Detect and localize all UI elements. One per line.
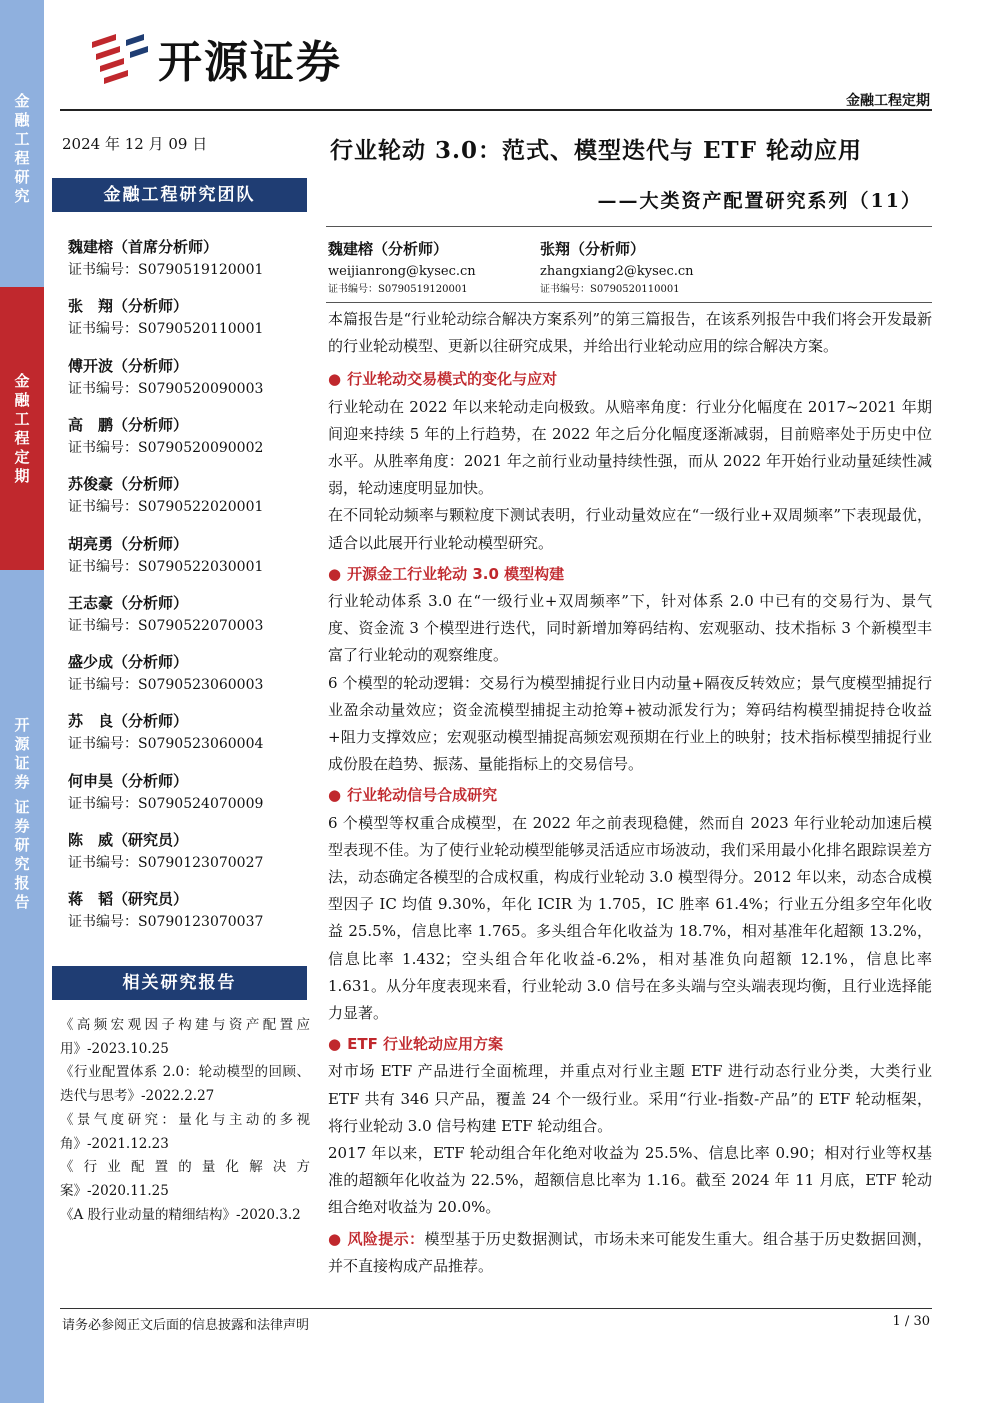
team-member [68, 888, 308, 932]
risk-text: 模型基于历史数据测试，市场未来可能发生重大。组合基于历史数据回测，并不直接构成产品推荐。 [328, 1229, 932, 1275]
member-cert: 证书编号：S0790520090002 [68, 439, 264, 456]
side-label-report: 证券研究报告 [14, 798, 30, 911]
member-name: 傅开波（分析师） [68, 356, 189, 375]
member-cert: 证书编号：S0790519120001 [68, 262, 264, 278]
footer-disclaimer: 请务必参阅正文后面的信息披露和法律声明 [62, 1318, 310, 1333]
member-name: 蒋 韬（研究员） [68, 890, 189, 909]
paragraph: 2017 年以来，ETF 轮动组合年化绝对收益为 25.5%、信息比率 0.90；相对行业等权基准的超额年化收益为 22.5%，超额信息比率为 1.16。截至 2024 年 11 月底，ETF 轮动组合绝对收益为 20.0%。 [328, 1144, 932, 1217]
brand-logo [86, 28, 342, 88]
team-member [68, 770, 308, 814]
bullet-icon: ● [328, 370, 342, 389]
team-member [68, 710, 308, 754]
team-member [68, 651, 308, 695]
header-rule [60, 109, 932, 111]
member-cert: 证书编号：S0790524070009 [68, 795, 264, 812]
member-cert: 证书编号：S0790523060003 [68, 677, 264, 694]
member-cert: 证书编号：S0790520110001 [68, 321, 264, 338]
team-member [68, 592, 308, 636]
paragraph: 行业轮动体系 3.0 在“一级行业+双周频率”下，针对体系 2.0 中已有的交易行为、景气度、资金流 3 个模型进行迭代，同时新增加筹码结构、宏观驱动、技术指标 3 个新模型丰富了行业轮动的观察维度。 [328, 592, 932, 665]
related-report-item[interactable]: 《景气度研究：量化与主动的多视角》-2021.12.23 [60, 1111, 310, 1152]
section-heading: ● 行业轮动信号合成研究 [328, 786, 498, 805]
report-category: 金融工程定期 [846, 93, 930, 109]
member-name: 王志豪（分析师） [68, 593, 189, 612]
team-member [68, 533, 308, 577]
risk-note [328, 1226, 932, 1280]
bullet-icon: ● [328, 1035, 342, 1054]
side-label-category: 金融工程定期 [14, 372, 30, 485]
report-date: 2024 年 12 月 09 日 [62, 135, 208, 153]
member-name: 陈 威（研究员） [68, 831, 189, 849]
related-report-item[interactable]: 《高频宏观因子构建与资产配置应用》-2023.10.25 [60, 1017, 310, 1057]
side-strip [0, 0, 44, 1403]
paragraph: 对市场 ETF 产品进行全面梳理，并重点对行业主题 ETF 进行动态行业分类，大类行业 ETF 共有 346 只产品，覆盖 24 个一级行业。采用“行业-指数-产品”的 ETF 轮动框架，将行业轮动 3.0 信号构建 ETF 轮动组合。 [328, 1062, 932, 1135]
member-name: 何申昊（分析师） [68, 771, 189, 790]
section-heading: ● ETF 行业轮动应用方案 [328, 1035, 504, 1054]
team-member [68, 473, 308, 517]
author-email[interactable]: weijianrong@kysec.cn [328, 264, 476, 279]
bullet-icon: ● [328, 564, 342, 583]
member-cert: 证书编号：S0790523060004 [68, 736, 264, 753]
team-heading: 金融工程研究团队 [52, 178, 307, 212]
member-name: 高 鹏（分析师） [68, 415, 189, 434]
member-name: 胡亮勇（分析师） [68, 534, 189, 553]
member-name: 盛少成（分析师） [68, 653, 189, 672]
paragraph: 行业轮动在 2022 年以来轮动走向极致。从赔率角度：行业分化幅度在 2017~2021 年期间迎来持续 5 年的上行趋势，在 2022 年之后分化幅度逐渐减弱，目前赔率处于历史中位水平。从胜率角度：2021 年之前行业动量持续性强，而从 2022 年开始行业动量延续性减弱，轮动速度明显加快。 [328, 397, 932, 498]
author-cert: 证书编号：S0790520110001 [540, 284, 680, 295]
paragraph: 6 个模型等权重合成模型，在 2022 年之前表现稳健，然而自 2023 年行业轮动加速后模型表现不佳。为了使行业轮动模型能够灵活适应市场波动，我们采用最小化排名跟踪误差方法，动态确定各模型的合成权重，构成行业轮动 3.0 模型得分。2012 年以来，动态合成模型因子 IC 均值 9.30%，年化 ICIR 为 1.705，IC 胜率 61.4%；行业五分组多空年化收益 25.5%，信息比率 1.765。多头组合年化收益为 18.7%，相对基准年化超额 13.2%，信息比率 1.432；空头组合年化收益-6.2%，相对基准负向超额 12.1%，信息比率 1.631。从分年度表现来看，行业轮动 3.0 信号在多头端与空头端表现均衡，且行业选择能力显著。 [328, 813, 932, 1023]
related-report-item[interactable]: 《A 股行业动量的精细结构》-2020.3.2 [60, 1206, 301, 1223]
author-rule [326, 302, 932, 303]
related-reports [60, 1014, 310, 1227]
team-member [68, 355, 308, 399]
author-block [540, 238, 760, 298]
member-cert: 证书编号：S0790522070003 [68, 617, 264, 634]
paragraph: 在不同轮动频率与颗粒度下测试表明，行业动量效应在“一级行业+双周频率”下表现最优，适合以此展开行业轮动模型研究。 [328, 506, 932, 552]
section-heading: ● 开源金工行业轮动 3.0 模型构建 [328, 564, 565, 583]
team-member [68, 236, 308, 280]
logo-icon [86, 30, 150, 86]
related-report-item[interactable]: 《行业配置体系 2.0：轮动模型的回顾、迭代与思考》-2022.2.27 [60, 1064, 310, 1105]
intro-paragraph: 本篇报告是“行业轮动综合解决方案系列”的第三篇报告，在该系列报告中我们将会开发最新的行业轮动模型、更新以往研究成果，并给出行业轮动应用的综合解决方案。 [328, 310, 932, 356]
member-cert: 证书编号：S0790522020001 [68, 499, 264, 516]
page-title: 行业轮动 3.0：范式、模型迭代与 ETF 轮动应用 [330, 137, 863, 164]
page-number: 1 / 30 [892, 1314, 930, 1329]
report-body [328, 306, 932, 1280]
member-cert: 证书编号：S0790123070027 [68, 855, 264, 871]
member-name: 张 翔（分析师） [68, 297, 189, 316]
author-cert: 证书编号：S0790519120001 [328, 284, 468, 295]
team-member [68, 829, 308, 873]
author-email[interactable]: zhangxiang2@kysec.cn [540, 264, 694, 279]
bullet-icon: ● [328, 1229, 342, 1248]
risk-label: 风险提示： [347, 1229, 425, 1248]
related-report-item[interactable]: 《行业配置的量化解决方案》-2020.11.25 [60, 1159, 310, 1199]
paragraph: 6 个模型的轮动逻辑：交易行为模型捕捉行业日内动量+隔夜反转效应；景气度模型捕捉行业盈余动量效应；资金流模型捕捉主动抢筹+被动派发行为；筹码结构模型捕捉持仓收益+阻力支撑效应；宏观驱动模型捕捉高频宏观预期在行业上的映射；技术指标模型捕捉行业成份股在趋势、振荡、量能指标上的交易信号。 [328, 673, 932, 774]
author-name: 张翔（分析师） [540, 240, 646, 258]
section-heading: ● 行业轮动交易模式的变化与应对 [328, 370, 558, 389]
member-name: 魏建榕（首席分析师） [68, 238, 219, 256]
side-label-brand: 开源证券 [14, 716, 30, 791]
brand-name: 开源证券 [158, 37, 342, 88]
team-member [68, 414, 308, 458]
subtitle-rule [326, 226, 932, 227]
team-member [68, 295, 308, 339]
page-subtitle: ——大类资产配置研究系列（11） [597, 190, 922, 212]
author-name: 魏建榕（分析师） [328, 240, 449, 258]
footer-rule [60, 1308, 932, 1309]
side-label-research: 金融工程研究 [14, 92, 30, 205]
member-name: 苏俊豪（分析师） [68, 475, 189, 494]
bullet-icon: ● [328, 786, 342, 805]
related-heading: 相关研究报告 [52, 966, 307, 1000]
member-name: 苏 良（分析师） [68, 712, 189, 731]
member-cert: 证书编号：S0790522030001 [68, 558, 264, 575]
author-block [328, 238, 548, 298]
member-cert: 证书编号：S0790123070037 [68, 914, 264, 931]
member-cert: 证书编号：S0790520090003 [68, 380, 264, 397]
